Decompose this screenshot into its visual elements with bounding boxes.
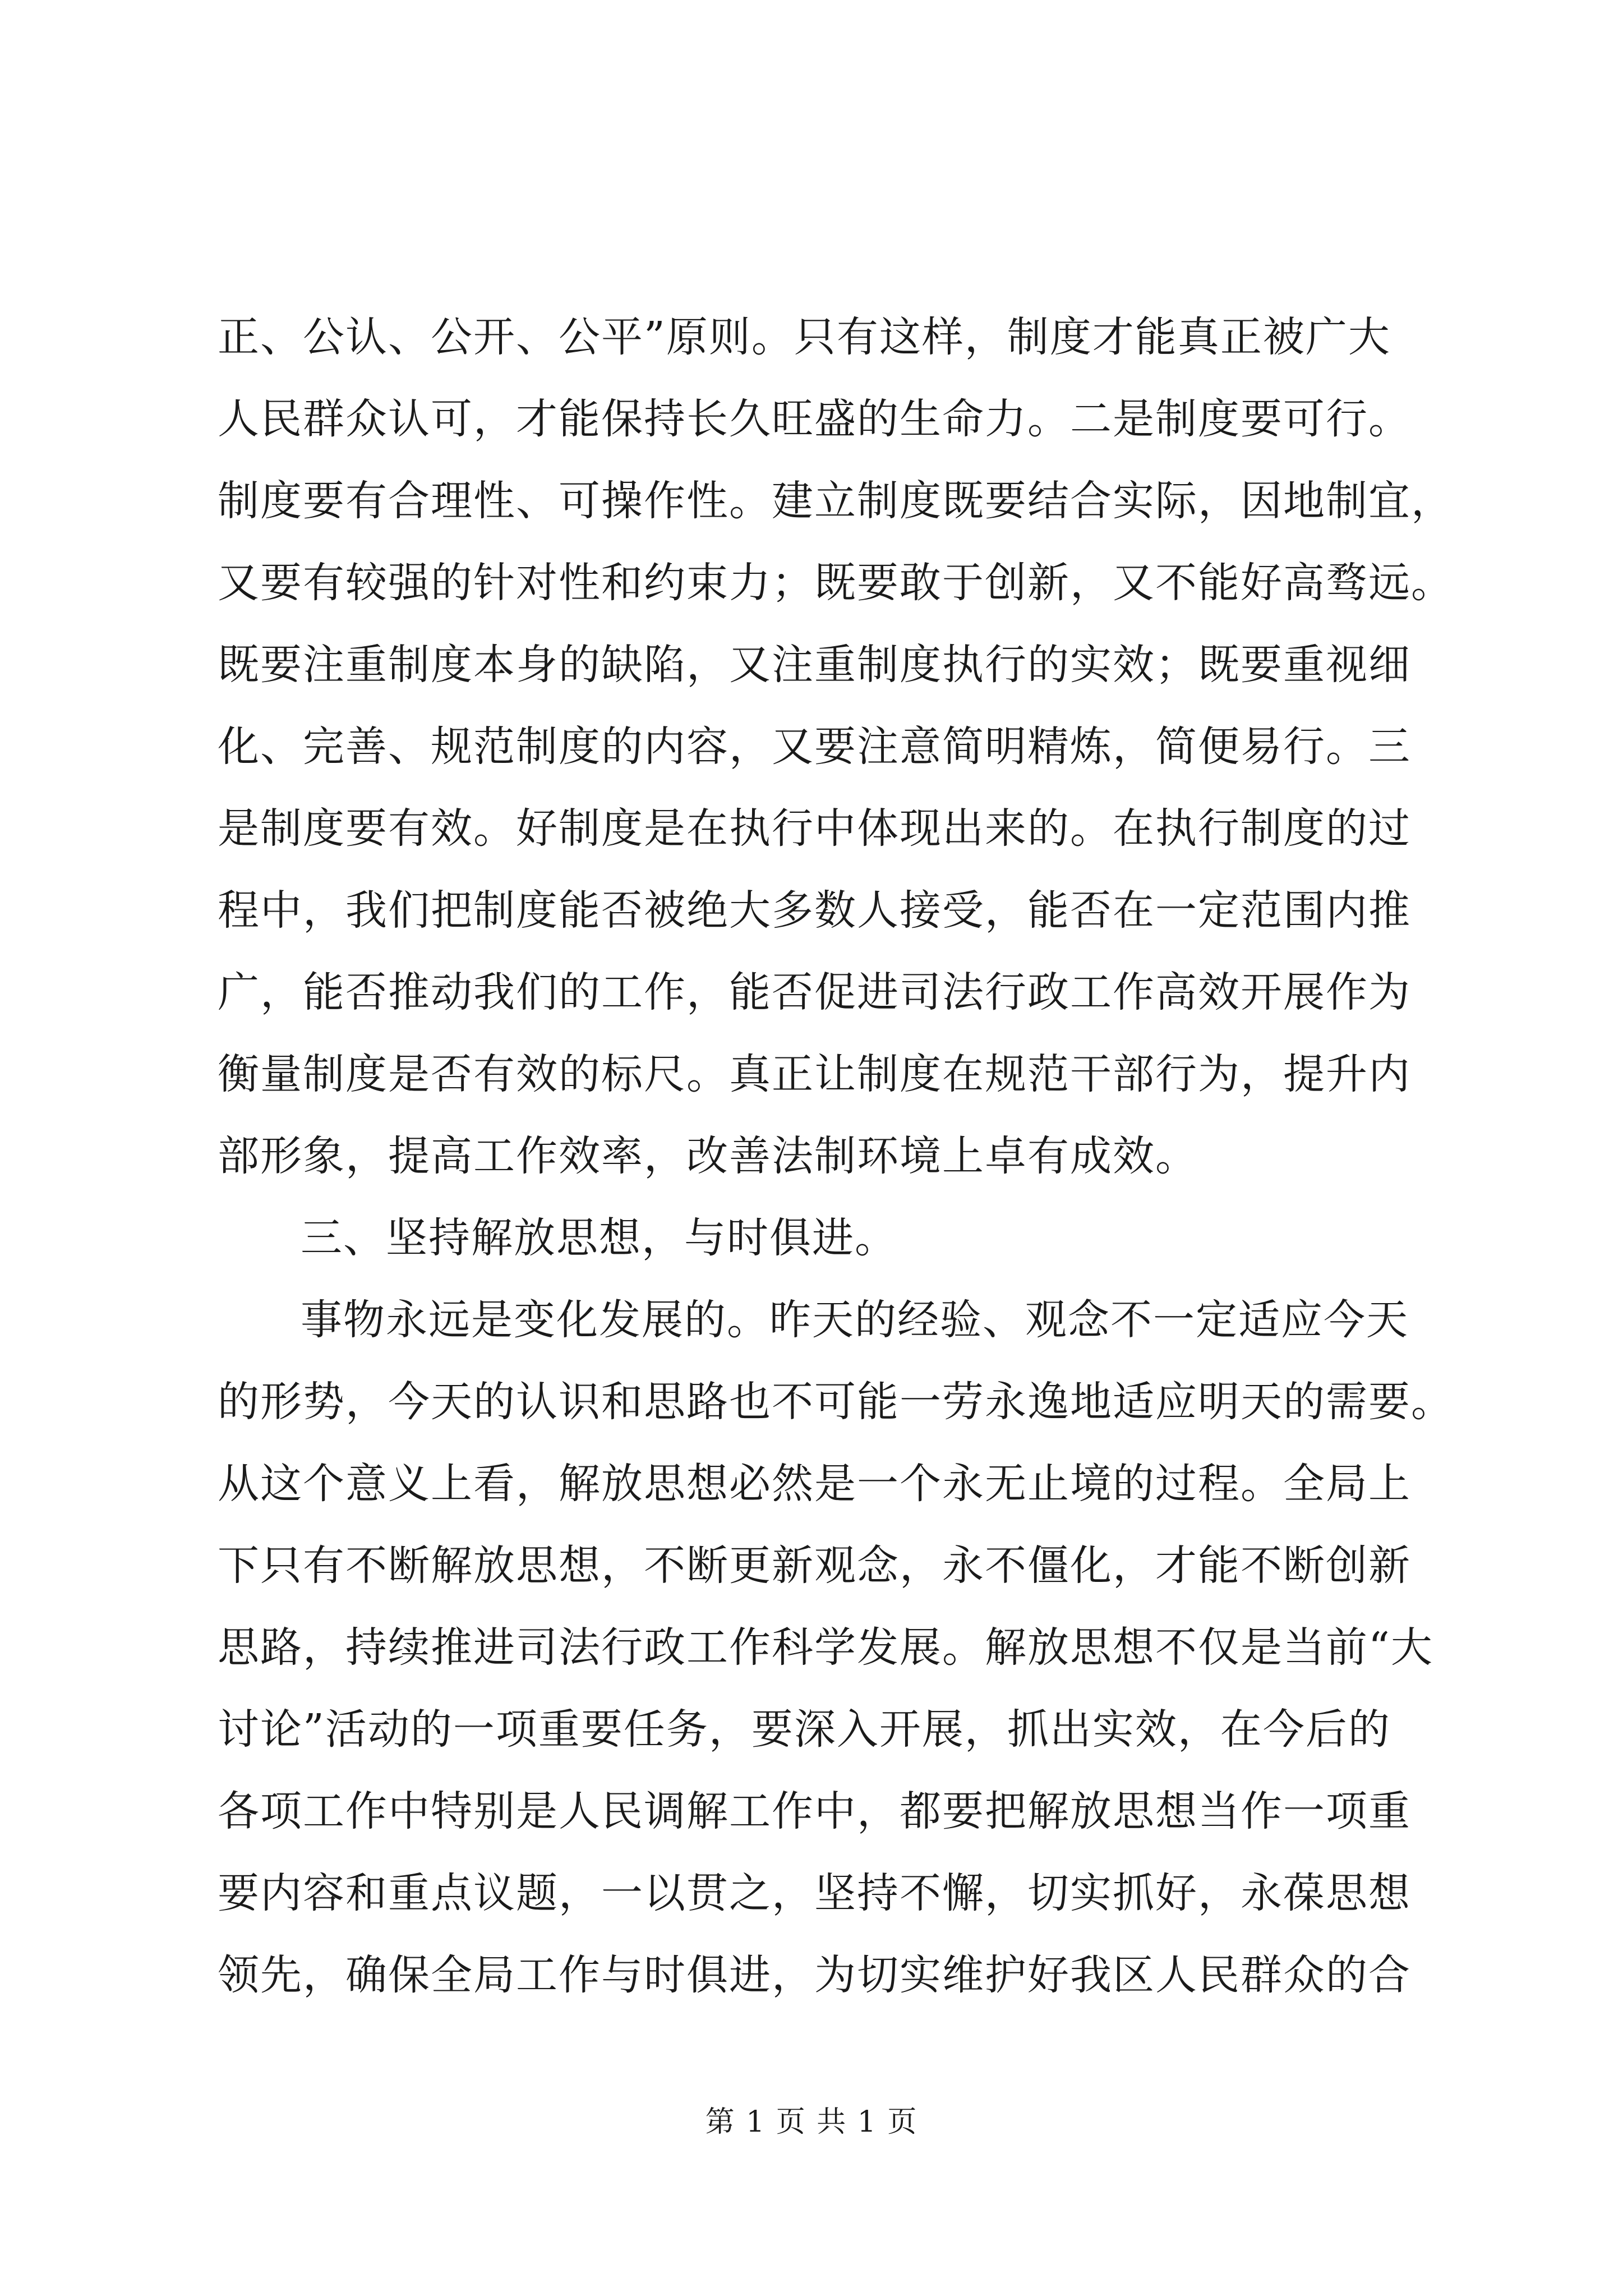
text-line: 广，能否推动我们的工作，能否促进司法行政工作高效开展作为	[218, 968, 1411, 1016]
page-footer: 第 1 页 共 1 页	[705, 2105, 918, 2139]
text-line: 的形势，今天的认识和思路也不可能一劳永逸地适应明天的需要。	[218, 1378, 1454, 1426]
text-line: 又要有较强的针对性和约束力；既要敢于创新，又不能好高骛远。	[218, 559, 1454, 607]
text-line: 既要注重制度本身的缺陷，又注重制度执行的实效；既要重视细	[218, 641, 1411, 689]
text-line: 领先，确保全局工作与时俱进，为切实维护好我区人民群众的合	[218, 1951, 1411, 1999]
text-line: 化、完善、规范制度的内容，又要注意简明精炼，简便易行。三	[218, 723, 1411, 771]
text-line: 思路，持续推进司法行政工作科学发展。解放思想不仅是当前“大	[218, 1623, 1433, 1672]
text-line: 要内容和重点议题，一以贯之，坚持不懈，切实抓好，永葆思想	[218, 1869, 1411, 1917]
text-line: 是制度要有效。好制度是在执行中体现出来的。在执行制度的过	[218, 804, 1411, 853]
text-line: 衡量制度是否有效的标尺。真正让制度在规范干部行为，提升内	[218, 1050, 1411, 1098]
text-line: 三、坚持解放思想，与时俱进。	[301, 1214, 897, 1262]
text-line: 各项工作中特别是人民调解工作中，都要把解放思想当作一项重	[218, 1787, 1411, 1835]
text-line: 程中，我们把制度能否被绝大多数人接受，能否在一定范围内推	[218, 886, 1411, 935]
text-line: 下只有不断解放思想，不断更新观念，永不僵化，才能不断创新	[218, 1542, 1411, 1590]
text-line: 人民群众认可，才能保持长久旺盛的生命力。二是制度要可行。	[218, 395, 1411, 443]
text-line: 部形象，提高工作效率，改善法制环境上卓有成效。	[218, 1132, 1198, 1180]
text-line: 事物永远是变化发展的。昨天的经验、观念不一定适应今天	[301, 1296, 1409, 1344]
text-line: 正、公认、公开、公平”原则。只有这样，制度才能真正被广大	[218, 313, 1391, 361]
document-body	[218, 296, 1454, 2016]
text-line: 讨论”活动的一项重要任务，要深入开展，抓出实效，在今后的	[218, 1705, 1391, 1754]
text-line: 制度要有合理性、可操作性。建立制度既要结合实际，因地制宜，	[218, 477, 1454, 525]
text-line: 从这个意义上看，解放思想必然是一个永无止境的过程。全局上	[218, 1460, 1411, 1508]
